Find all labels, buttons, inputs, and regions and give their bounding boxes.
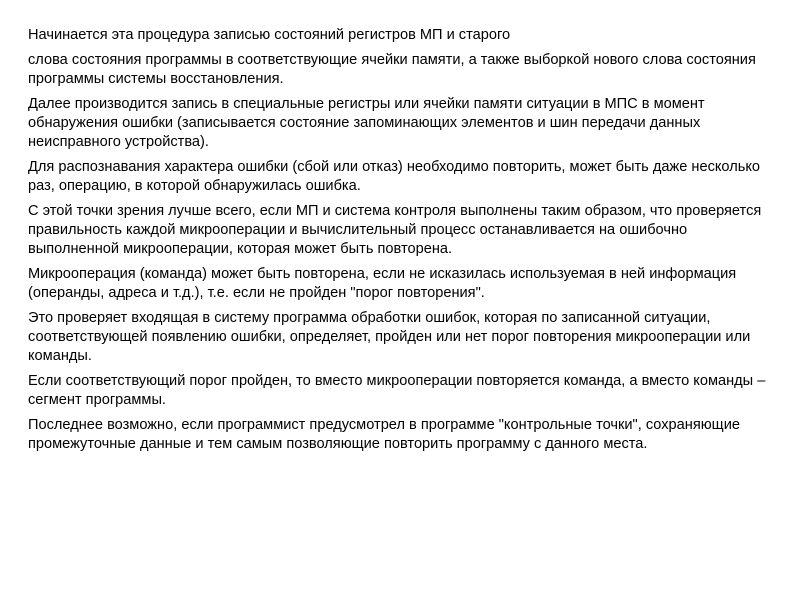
- paragraph: Если соответствующий порог пройден, то вместо микрооперации повторяется команда, а вместо команды – сегмент программы.: [28, 373, 766, 408]
- paragraph: Далее производится запись в специальные регистры или ячейки памяти ситуации в МПС в момент обнаружения ошибки (записывается состояние запоминающих элементов и шин передачи данных неисправного устройства).: [28, 96, 705, 150]
- paragraph: Начинается эта процедура записью состояний регистров МП и старого: [28, 27, 511, 43]
- paragraph: С этой точки зрения лучше всего, если МП и система контроля выполнены таким образом, что проверяется правильность каждой микрооперации и вычислительный процесс останавливается на ошибочно выполненной микрооперации, которая может быть повторена.: [28, 203, 762, 257]
- paragraph: Последнее возможно, если программист предусмотрел в программе "контрольные точки", сохраняющие промежуточные данные и тем самым позволяющие повторить программу с данного места.: [28, 417, 740, 452]
- paragraph: Для распознавания характера ошибки (сбой или отказ) необходимо повторить, может быть даже несколько раз, операцию, в которой обнаружилась ошибка.: [28, 159, 761, 194]
- text-body: [28, 26, 778, 460]
- paragraph: слова состояния программы в соответствующие ячейки памяти, а также выборкой нового слова состояния программы системы восстановления.: [28, 52, 756, 87]
- paragraph: Микрооперация (команда) может быть повторена, если не исказилась используемая в ней информация (операнды, адреса и т.д.), т.е. если не пройден "порог повторения".: [28, 266, 737, 301]
- paragraph: Это проверяет входящая в систему программа обработки ошибок, которая по записанной ситуации, соответствующей появлению ошибки, определяет, пройден или нет порог повторения микрооперации или команды.: [28, 310, 751, 364]
